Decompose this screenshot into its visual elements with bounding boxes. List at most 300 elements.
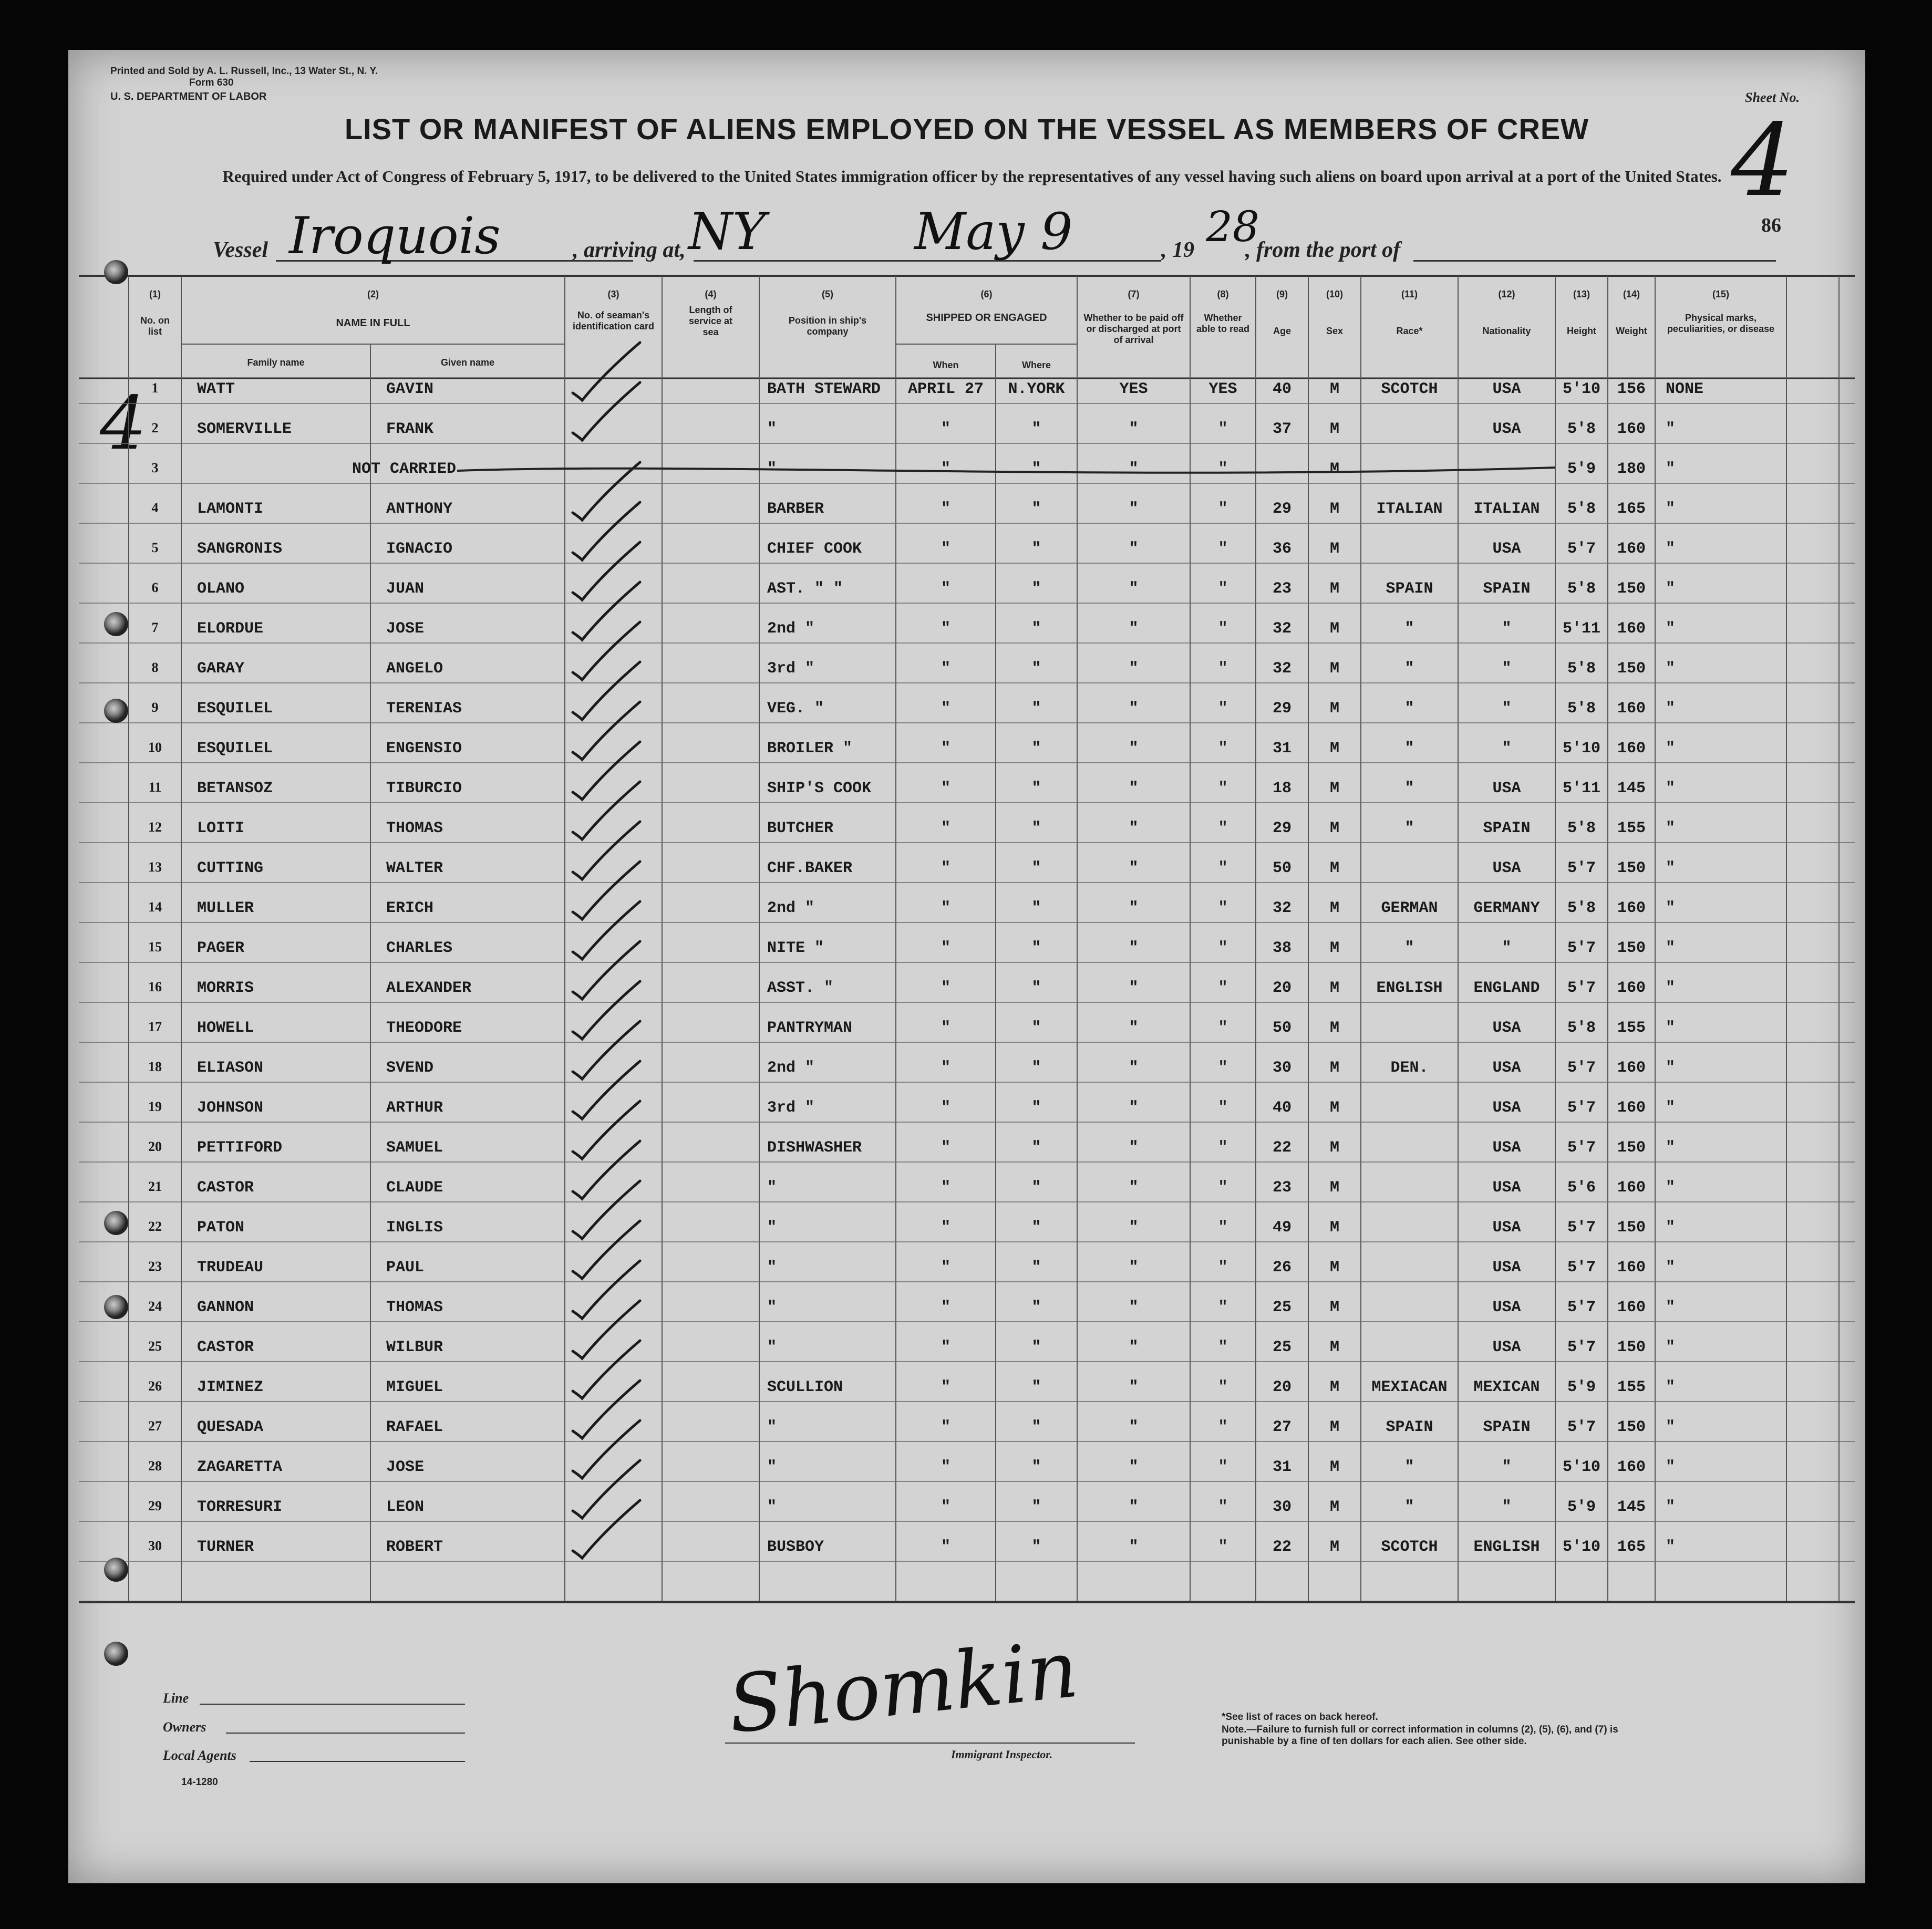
cell-family: CASTOR	[197, 1339, 254, 1356]
cell-where: "	[1031, 979, 1041, 997]
table-row	[68, 580, 1865, 620]
col2-family-header: Family name	[247, 357, 305, 368]
cell-height: 5'11	[1562, 780, 1600, 797]
arrival-year: 28	[1206, 202, 1259, 251]
col12-number: (12)	[1498, 289, 1515, 299]
cell-marks: "	[1666, 620, 1676, 638]
form-code: 14-1280	[181, 1777, 218, 1788]
cell-weight: 150	[1617, 1339, 1646, 1356]
cell-weight: 165	[1617, 500, 1646, 518]
cell-nat: ENGLAND	[1473, 979, 1540, 997]
cell-age: 26	[1272, 1259, 1292, 1277]
cell-where: "	[1031, 460, 1041, 478]
cell-position: DISHWASHER	[767, 1139, 862, 1157]
cell-age: 29	[1272, 820, 1292, 837]
cell-sex: M	[1329, 859, 1339, 877]
cell-nat: SPAIN	[1483, 1418, 1531, 1436]
cell-height: 5'7	[1567, 1339, 1596, 1356]
form-number: Form 630	[189, 77, 234, 88]
cell-given: SAMUEL	[386, 1139, 443, 1157]
table-row	[68, 1339, 1865, 1378]
cell-position: BUTCHER	[767, 820, 834, 837]
cell-no: 12	[148, 820, 162, 835]
cell-sex: M	[1329, 1259, 1339, 1277]
cell-race: SPAIN	[1386, 580, 1433, 598]
cell-marks: "	[1666, 500, 1676, 518]
cell-paid: "	[1129, 700, 1139, 718]
year-prefix: , 19	[1161, 238, 1194, 262]
table-row	[68, 939, 1865, 979]
cell-no: 8	[151, 660, 159, 675]
cell-height: 5'8	[1567, 1019, 1596, 1037]
cell-weight: 160	[1617, 1299, 1646, 1316]
table-row	[68, 1099, 1865, 1139]
owners-label: Owners	[163, 1719, 206, 1735]
cell-where: "	[1031, 660, 1041, 678]
cell-height: 5'7	[1567, 1219, 1596, 1237]
cell-age: 38	[1272, 939, 1292, 957]
cell-weight: 145	[1617, 780, 1646, 797]
cell-where: "	[1031, 1378, 1041, 1396]
cell-race: MEXIACAN	[1371, 1378, 1448, 1396]
cell-family: GARAY	[197, 660, 245, 678]
cell-height: 5'8	[1567, 899, 1596, 917]
cell-weight: 160	[1617, 1259, 1646, 1277]
cell-position: NITE "	[767, 939, 824, 957]
cell-paid: "	[1129, 1378, 1139, 1396]
cell-marks: "	[1666, 1498, 1676, 1516]
cell-age: 23	[1272, 1179, 1292, 1197]
cell-weight: 160	[1617, 740, 1646, 758]
cell-where: "	[1031, 500, 1041, 518]
cell-read: "	[1218, 1259, 1228, 1277]
cell-given: CLAUDE	[386, 1179, 443, 1197]
cell-race: GERMAN	[1381, 899, 1438, 917]
cell-when: "	[941, 1139, 950, 1157]
col8-header: Whether able to read	[1196, 313, 1250, 334]
cell-age: 29	[1272, 700, 1292, 718]
cell-family: TORRESURI	[197, 1498, 283, 1516]
cell-where: "	[1031, 1139, 1041, 1157]
table-row	[68, 780, 1865, 820]
cell-paid: "	[1129, 1498, 1139, 1516]
cell-read: "	[1218, 780, 1228, 797]
race-note: *See list of races on back hereof.	[1222, 1712, 1378, 1723]
cell-position: 2nd "	[767, 899, 815, 917]
printer-line: Printed and Sold by A. L. Russell, Inc., 13 Water St., N. Y.	[110, 66, 378, 77]
cell-paid: "	[1129, 780, 1139, 797]
cell-given: MIGUEL	[386, 1378, 443, 1396]
cell-marks: "	[1666, 1378, 1676, 1396]
cell-weight: 155	[1617, 1019, 1646, 1037]
cell-marks: "	[1666, 660, 1676, 678]
cell-no: 21	[148, 1179, 162, 1194]
cell-weight: 160	[1617, 420, 1646, 438]
table-row	[68, 1458, 1865, 1498]
cell-family: CASTOR	[197, 1179, 254, 1197]
cell-paid: "	[1129, 620, 1139, 638]
col6-number: (6)	[980, 289, 993, 299]
cell-age: 30	[1272, 1059, 1292, 1077]
table-row	[68, 1378, 1865, 1418]
cell-given: LEON	[386, 1498, 425, 1516]
cell-paid: "	[1129, 1139, 1139, 1157]
cell-family: LOITI	[197, 820, 245, 837]
cell-given: TERENIAS	[386, 700, 462, 718]
cell-paid: YES	[1119, 380, 1148, 398]
cell-no: 29	[148, 1498, 162, 1513]
cell-marks: "	[1666, 1059, 1676, 1077]
cell-weight: 160	[1617, 1458, 1646, 1476]
col6-when-header: When	[933, 360, 959, 370]
cell-when: "	[941, 740, 950, 758]
from-port-label: , from the port of	[1245, 238, 1401, 262]
cell-where: "	[1031, 820, 1041, 837]
cell-sex: M	[1329, 420, 1339, 438]
cell-given: JOSE	[386, 1458, 425, 1476]
inspector-signature: Shomkin	[724, 1623, 1082, 1751]
cell-paid: "	[1129, 740, 1139, 758]
cell-when: "	[941, 939, 950, 957]
cell-no: 9	[151, 700, 159, 715]
cell-where: "	[1031, 1458, 1041, 1476]
cell-nat: USA	[1492, 540, 1521, 558]
table-row	[68, 380, 1865, 420]
cell-when: "	[941, 1219, 950, 1237]
cell-weight: 150	[1617, 1139, 1646, 1157]
cell-sex: M	[1329, 740, 1339, 758]
cell-read: "	[1218, 500, 1228, 518]
col6-header: SHIPPED OR ENGAGED	[926, 312, 1047, 324]
cell-when: "	[941, 859, 950, 877]
cell-where: "	[1031, 580, 1041, 598]
cell-no: 19	[148, 1099, 162, 1114]
cell-given: IGNACIO	[386, 540, 453, 558]
cell-where: "	[1031, 859, 1041, 877]
cell-sex: M	[1329, 620, 1339, 638]
col2-given-header: Given name	[440, 357, 495, 368]
cell-where: "	[1031, 1498, 1041, 1516]
cell-where: "	[1031, 1219, 1041, 1237]
cell-position: "	[767, 1339, 777, 1356]
cell-no: 7	[151, 620, 159, 635]
cell-age: 20	[1272, 1378, 1292, 1396]
cell-no: 14	[148, 899, 162, 915]
cell-age: 40	[1272, 1099, 1292, 1117]
cell-given: SVEND	[386, 1059, 434, 1077]
cell-position: CHF.BAKER	[767, 859, 853, 877]
cell-age: 22	[1272, 1139, 1292, 1157]
cell-sex: M	[1329, 1059, 1339, 1077]
cell-family: ELORDUE	[197, 620, 264, 638]
cell-marks: "	[1666, 1259, 1676, 1277]
cell-sex: M	[1329, 500, 1339, 518]
col1-header: No. on list	[140, 315, 170, 337]
cell-no: 30	[148, 1538, 162, 1553]
cell-position: "	[767, 1179, 777, 1197]
col8-number: (8)	[1217, 289, 1229, 299]
cell-paid: "	[1129, 1019, 1139, 1037]
cell-paid: "	[1129, 500, 1139, 518]
cell-height: 5'7	[1567, 859, 1596, 877]
cell-marks: "	[1666, 700, 1676, 718]
cell-where: "	[1031, 899, 1041, 917]
cell-nat: SPAIN	[1483, 580, 1531, 598]
cell-position: 2nd "	[767, 620, 815, 638]
cell-race: "	[1404, 700, 1414, 718]
table-row	[68, 1059, 1865, 1099]
cell-given: GAVIN	[386, 380, 434, 398]
cell-weight: 180	[1617, 460, 1646, 478]
table-row	[68, 660, 1865, 700]
cell-family: SANGRONIS	[197, 540, 283, 558]
cell-read: "	[1218, 1299, 1228, 1316]
cell-nat: SPAIN	[1483, 820, 1531, 837]
cell-nat: USA	[1492, 859, 1521, 877]
cell-family: BETANSOZ	[197, 780, 273, 797]
cell-position: CHIEF COOK	[767, 540, 862, 558]
cell-when: "	[941, 1378, 950, 1396]
cell-age: 50	[1272, 1019, 1292, 1037]
cell-paid: "	[1129, 859, 1139, 877]
cell-read: YES	[1208, 380, 1237, 398]
cell-weight: 165	[1617, 1538, 1646, 1556]
cell-read: "	[1218, 1179, 1228, 1197]
col2-header: NAME IN FULL	[336, 317, 410, 329]
page-subtitle: Required under Act of Congress of February 5, 1917, to be delivered to the United States immigration officer by the representatives of any vessel having such aliens on board upon arrival at a port of the United States.	[222, 167, 1722, 185]
cell-weight: 160	[1617, 620, 1646, 638]
cell-nat: "	[1502, 700, 1512, 718]
cell-when: "	[941, 1099, 950, 1117]
cell-paid: "	[1129, 580, 1139, 598]
table-row	[68, 420, 1865, 460]
cell-height: 5'8	[1567, 700, 1596, 718]
cell-age: 32	[1272, 620, 1292, 638]
cell-sex: M	[1329, 1179, 1339, 1197]
cell-when: "	[941, 420, 950, 438]
cell-position: SHIP'S COOK	[767, 780, 872, 797]
cell-height: 5'11	[1562, 620, 1600, 638]
cell-position: ASST. "	[767, 979, 834, 997]
cell-read: "	[1218, 1378, 1228, 1396]
arriving-label: , arriving at,	[573, 238, 686, 262]
cell-age: 22	[1272, 1538, 1292, 1556]
cell-read: "	[1218, 1458, 1228, 1476]
cell-read: "	[1218, 1538, 1228, 1556]
table-row	[68, 1418, 1865, 1458]
vessel-name: Iroquois	[289, 206, 501, 265]
cell-marks: "	[1666, 1019, 1676, 1037]
cell-marks: "	[1666, 1418, 1676, 1436]
cell-marks: "	[1666, 460, 1676, 478]
cell-no: 18	[148, 1059, 162, 1074]
cell-read: "	[1218, 1019, 1228, 1037]
cell-marks: "	[1666, 1219, 1676, 1237]
cell-position: "	[767, 1259, 777, 1277]
cell-sex: M	[1329, 820, 1339, 837]
cell-where: "	[1031, 780, 1041, 797]
cell-paid: "	[1129, 1219, 1139, 1237]
cell-height: 5'8	[1567, 500, 1596, 518]
cell-family: JIMINEZ	[197, 1378, 264, 1396]
cell-position: "	[767, 1458, 777, 1476]
cell-height: 5'10	[1562, 1458, 1600, 1476]
cell-height: 5'7	[1567, 1139, 1596, 1157]
cell-height: 5'8	[1567, 820, 1596, 837]
cell-no: 23	[148, 1259, 162, 1274]
table-row	[68, 700, 1865, 740]
cell-nat: "	[1502, 939, 1512, 957]
cell-nat: "	[1502, 660, 1512, 678]
cell-no: 25	[148, 1339, 162, 1354]
cell-when: "	[941, 500, 950, 518]
cell-family: MULLER	[197, 899, 254, 917]
cell-weight: 155	[1617, 820, 1646, 837]
sheet-label: Sheet No.	[1745, 90, 1800, 105]
cell-race: "	[1404, 740, 1414, 758]
cell-when: "	[941, 1179, 950, 1197]
cell-nat: USA	[1492, 420, 1521, 438]
cell-no: 6	[151, 580, 159, 595]
cell-family: ELIASON	[197, 1059, 264, 1077]
cell-where: N.YORK	[1008, 380, 1065, 398]
cell-sex: M	[1329, 780, 1339, 797]
col3-header: No. of seaman's identification card	[572, 310, 655, 331]
cell-given: WILBUR	[386, 1339, 443, 1356]
cell-marks: "	[1666, 859, 1676, 877]
cell-height: 5'9	[1567, 1498, 1596, 1516]
cell-nat: GERMANY	[1473, 899, 1540, 917]
col10-number: (10)	[1326, 289, 1343, 299]
cell-paid: "	[1129, 1538, 1139, 1556]
table-row	[68, 899, 1865, 939]
cell-sex: M	[1329, 1099, 1339, 1117]
cell-marks: "	[1666, 820, 1676, 837]
cell-where: "	[1031, 1019, 1041, 1037]
cell-paid: "	[1129, 660, 1139, 678]
cell-when: "	[941, 580, 950, 598]
cell-position: VEG. "	[767, 700, 824, 718]
arrival-date: May 9	[914, 202, 1073, 261]
cell-weight: 150	[1617, 1418, 1646, 1436]
table-row	[68, 540, 1865, 580]
col11-header: Race*	[1396, 326, 1423, 336]
cell-no: 15	[148, 939, 162, 955]
col14-header: Weight	[1616, 326, 1647, 336]
cell-age: 25	[1272, 1339, 1292, 1356]
cell-no: 22	[148, 1219, 162, 1234]
cell-no: 4	[151, 500, 159, 515]
cell-given: ERICH	[386, 899, 434, 917]
cell-family: QUESADA	[197, 1418, 264, 1436]
cell-age: 32	[1272, 660, 1292, 678]
cell-family: SOMERVILLE	[197, 420, 292, 438]
cell-paid: "	[1129, 1458, 1139, 1476]
cell-weight: 150	[1617, 660, 1646, 678]
cell-where: "	[1031, 1538, 1041, 1556]
cell-when: "	[941, 540, 950, 558]
cell-no: 27	[148, 1418, 162, 1434]
cell-no: 1	[151, 380, 159, 396]
cell-given: ANGELO	[386, 660, 443, 678]
cell-where: "	[1031, 540, 1041, 558]
cell-race: SCOTCH	[1381, 380, 1438, 398]
cell-position: BROILER "	[767, 740, 853, 758]
cell-read: "	[1218, 820, 1228, 837]
cell-position: "	[767, 1498, 777, 1516]
cell-weight: 150	[1617, 939, 1646, 957]
cell-family: CUTTING	[197, 859, 264, 877]
cell-read: "	[1218, 1418, 1228, 1436]
cell-sex: M	[1329, 899, 1339, 917]
table-row	[68, 1019, 1865, 1059]
cell-read: "	[1218, 859, 1228, 877]
cell-race: DEN.	[1390, 1059, 1429, 1077]
cell-nat: "	[1502, 620, 1512, 638]
cell-read: "	[1218, 899, 1228, 917]
cell-given: INGLIS	[386, 1219, 443, 1237]
cell-height: 5'7	[1567, 1059, 1596, 1077]
cell-where: "	[1031, 620, 1041, 638]
table-row	[68, 1299, 1865, 1339]
cell-race: SCOTCH	[1381, 1538, 1438, 1556]
cell-no: 11	[148, 780, 162, 795]
cell-weight: 160	[1617, 1099, 1646, 1117]
cell-height: 5'7	[1567, 1099, 1596, 1117]
fine-note: Note.—Failure to furnish full or correct information in columns (2), (5), (6), and (7) is punishable by a fine of ten dollars for each alien. See other side.	[1222, 1724, 1618, 1747]
cell-weight: 160	[1617, 540, 1646, 558]
cell-height: 5'7	[1567, 1259, 1596, 1277]
cell-where: "	[1031, 740, 1041, 758]
cell-age: 29	[1272, 500, 1292, 518]
cell-position: 3rd "	[767, 1099, 815, 1117]
cell-read: "	[1218, 540, 1228, 558]
cell-when: "	[941, 899, 950, 917]
arriving-port: NY	[688, 202, 766, 261]
cell-nat: "	[1502, 1458, 1512, 1476]
cell-height: 5'9	[1567, 1378, 1596, 1396]
col12-header: Nationality	[1482, 326, 1531, 336]
cell-sex: M	[1329, 1458, 1339, 1476]
cell-weight: 150	[1617, 1219, 1646, 1237]
col15-number: (15)	[1712, 289, 1729, 299]
cell-read: "	[1218, 660, 1228, 678]
cell-marks: "	[1666, 580, 1676, 598]
cell-race: SPAIN	[1386, 1418, 1433, 1436]
cell-when: "	[941, 1538, 950, 1556]
col4-header: Length of service at sea	[688, 305, 733, 337]
cell-family: JOHNSON	[197, 1099, 264, 1117]
cell-position: "	[767, 1418, 777, 1436]
cell-paid: "	[1129, 1418, 1139, 1436]
cell-marks: "	[1666, 1299, 1676, 1316]
cell-nat: USA	[1492, 1179, 1521, 1197]
cell-no: 28	[148, 1458, 162, 1474]
cell-race: "	[1404, 1458, 1414, 1476]
cell-sex: M	[1329, 1378, 1339, 1396]
cell-when: "	[941, 820, 950, 837]
cell-when: "	[941, 1299, 950, 1316]
cell-given: ARTHUR	[386, 1099, 443, 1117]
cell-sex: M	[1329, 979, 1339, 997]
cell-marks: "	[1666, 1339, 1676, 1356]
cell-position: PANTRYMAN	[767, 1019, 853, 1037]
col10-header: Sex	[1326, 326, 1344, 336]
cell-height: 5'8	[1567, 580, 1596, 598]
cell-height: 5'7	[1567, 939, 1596, 957]
cell-marks: "	[1666, 1538, 1676, 1556]
cell-no: 10	[148, 740, 162, 755]
